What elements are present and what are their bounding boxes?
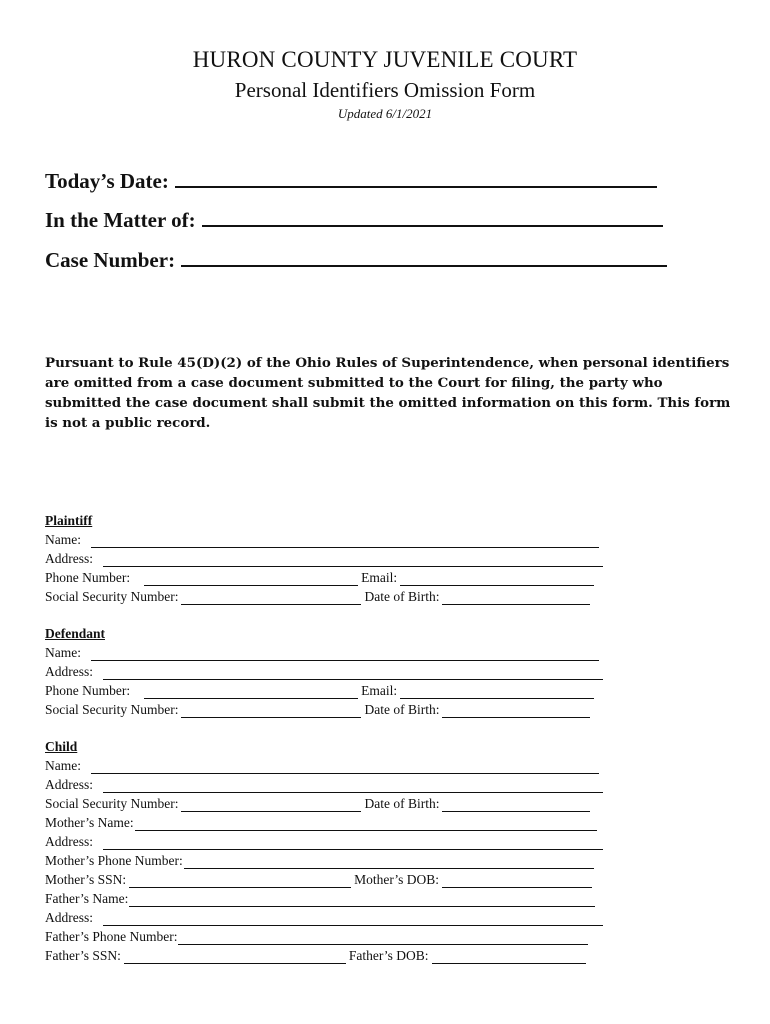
plaintiff-heading: Plaintiff — [45, 513, 93, 528]
father-dob-label: Father’s DOB: — [348, 948, 429, 963]
plaintiff-phone-email-row — [45, 567, 597, 586]
in-the-matter-label: In the Matter of: — [45, 208, 196, 232]
child-dob-line[interactable] — [442, 797, 590, 812]
plaintiff-address-line[interactable] — [103, 552, 603, 567]
child-ssn-label: Social Security Number: — [45, 796, 179, 811]
in-the-matter-line[interactable] — [202, 205, 663, 227]
todays-date-field — [45, 166, 657, 194]
defendant-heading: Defendant — [45, 626, 105, 641]
mother-dob-line[interactable] — [442, 873, 592, 888]
child-name-label: Name: — [45, 758, 81, 773]
mother-phone-line[interactable] — [184, 854, 594, 869]
father-name-row — [45, 888, 598, 907]
mother-phone-row — [45, 850, 597, 869]
defendant-email-label: Email: — [361, 683, 398, 698]
father-address-label: Address: — [45, 910, 93, 925]
defendant-address-line[interactable] — [103, 665, 603, 680]
defendant-phone-label: Phone Number: — [45, 683, 131, 698]
child-ssn-line[interactable] — [181, 797, 361, 812]
child-name-line[interactable] — [91, 759, 599, 774]
mother-name-line[interactable] — [135, 816, 597, 831]
mother-name-label: Mother’s Name: — [45, 815, 134, 830]
plaintiff-ssn-label: Social Security Number: — [45, 589, 179, 604]
child-address-row — [45, 774, 606, 793]
case-number-field — [45, 245, 667, 273]
updated-date: Updated 6/1/2021 — [337, 106, 433, 121]
defendant-email-line[interactable] — [400, 684, 594, 699]
plaintiff-email-line[interactable] — [400, 571, 594, 586]
plaintiff-phone-label: Phone Number: — [45, 570, 131, 585]
father-phone-line[interactable] — [178, 930, 588, 945]
defendant-dob-line[interactable] — [442, 703, 590, 718]
defendant-address-row — [45, 661, 606, 680]
plaintiff-phone-line[interactable] — [144, 571, 358, 586]
father-ssn-label: Father’s SSN: — [45, 948, 121, 963]
mother-ssn-line[interactable] — [129, 873, 351, 888]
defendant-ssn-label: Social Security Number: — [45, 702, 179, 717]
plaintiff-name-line[interactable] — [91, 533, 599, 548]
case-number-label: Case Number: — [45, 248, 176, 272]
notice-paragraph: Pursuant to Rule 45(D)(2) of the Ohio Rules of Superintendence, when personal identifiers are omitted from a case document submitted to the Court for filing, the party who submitted the case document shall submit the omitted information on this form. This form is not a public record. — [45, 355, 731, 431]
plaintiff-ssn-line[interactable] — [181, 590, 361, 605]
father-phone-label: Father’s Phone Number: — [45, 929, 178, 944]
father-address-row — [45, 907, 606, 926]
father-address-line[interactable] — [103, 911, 603, 926]
plaintiff-ssn-dob-row — [45, 586, 593, 605]
todays-date-label: Today’s Date: — [45, 169, 169, 193]
mother-ssn-label: Mother’s SSN: — [45, 872, 127, 887]
child-name-row — [45, 755, 602, 774]
in-the-matter-field — [45, 205, 663, 233]
defendant-dob-label: Date of Birth: — [364, 702, 440, 717]
mother-dob-label: Mother’s DOB: — [354, 872, 440, 887]
defendant-phone-line[interactable] — [144, 684, 358, 699]
form-title: Personal Identifiers Omission Form — [234, 78, 536, 102]
father-ssn-dob-row — [45, 945, 589, 964]
child-ssn-dob-row — [45, 793, 593, 812]
child-dob-label: Date of Birth: — [364, 796, 440, 811]
plaintiff-dob-line[interactable] — [442, 590, 590, 605]
case-number-line[interactable] — [181, 245, 667, 267]
plaintiff-name-row — [45, 529, 602, 548]
plaintiff-name-label: Name: — [45, 532, 81, 547]
mother-name-row — [45, 812, 600, 831]
defendant-address-label: Address: — [45, 664, 93, 679]
father-name-line[interactable] — [129, 892, 595, 907]
mother-address-line[interactable] — [103, 835, 603, 850]
child-heading: Child — [45, 739, 78, 754]
mother-address-label: Address: — [45, 834, 93, 849]
mother-ssn-dob-row — [45, 869, 595, 888]
defendant-phone-email-row — [45, 680, 597, 699]
plaintiff-address-label: Address: — [45, 551, 93, 566]
child-address-line[interactable] — [103, 778, 603, 793]
plaintiff-dob-label: Date of Birth: — [364, 589, 440, 604]
defendant-ssn-dob-row — [45, 699, 593, 718]
father-name-label: Father’s Name: — [45, 891, 129, 906]
father-ssn-line[interactable] — [124, 949, 346, 964]
child-address-label: Address: — [45, 777, 93, 792]
todays-date-line[interactable] — [175, 166, 657, 188]
father-phone-row — [45, 926, 591, 945]
defendant-ssn-line[interactable] — [181, 703, 361, 718]
mother-address-row — [45, 831, 606, 850]
defendant-name-line[interactable] — [91, 646, 599, 661]
defendant-name-row — [45, 642, 602, 661]
court-title: HURON COUNTY JUVENILE COURT — [192, 47, 578, 72]
mother-phone-label: Mother’s Phone Number: — [45, 853, 183, 868]
plaintiff-email-label: Email: — [361, 570, 398, 585]
father-dob-line[interactable] — [432, 949, 586, 964]
defendant-name-label: Name: — [45, 645, 81, 660]
plaintiff-address-row — [45, 548, 606, 567]
